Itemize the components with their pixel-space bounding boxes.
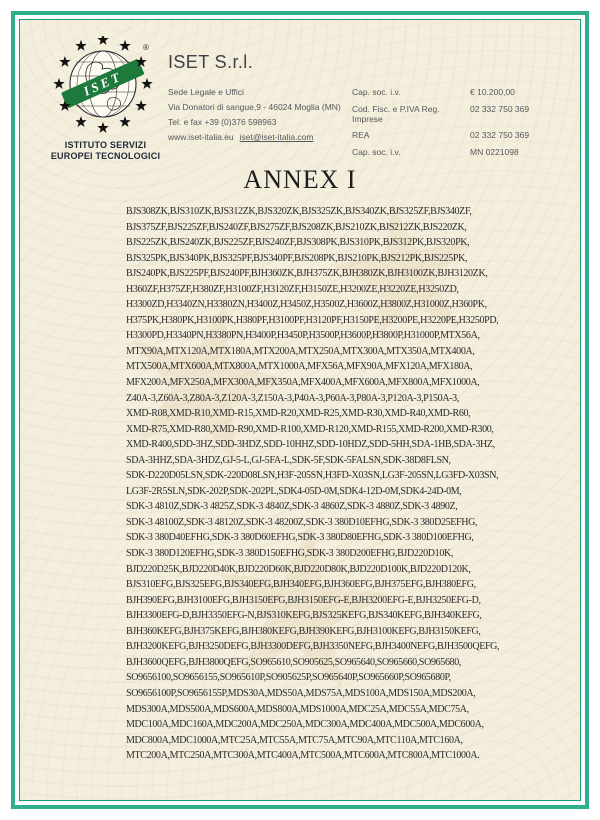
registry-value: 02 332 750 369 xyxy=(470,103,530,114)
company-registry-table xyxy=(352,87,562,163)
registered-trademark-icon: ® xyxy=(143,43,149,52)
address-line-web xyxy=(168,132,358,142)
model-list-line: SO9656100P,SO9656155P,MDS30A,MDS50A,MDS75A,MDS100A,MDS150A,MDS200A, xyxy=(126,687,476,699)
model-list-line: Z40A-3,Z60A-3,Z80A-3,Z120A-3,Z150A-3,P40A-3,P60A-3,P80A-3,P120A-3,P150A-3, xyxy=(126,392,459,404)
address-line-phone: Tel. e fax +39 (0)376 598963 xyxy=(168,117,277,127)
model-list-line: BJS325PK,BJS340PK,BJS325PF,BJS340PF,BJS208PK,BJS210PK,BJS212PK,BJS225PK, xyxy=(126,252,468,264)
model-list-line: BJH360KEFG,BJH375KEFG,BJH380KEFG,BJH390KEFG,BJH3100KEFG,BJH3150KEFG, xyxy=(126,625,481,637)
model-list-line: H3300ZD,H3340ZN,H3380ZN,H3400Z,H3450Z,H3500Z,H3600Z,H3800Z,H31000Z,H360PK, xyxy=(126,299,487,311)
website-text: www.iset-italia.eu xyxy=(168,132,234,142)
model-number-list xyxy=(126,204,526,764)
model-list-line: BJS225ZK,BJS240ZK,BJS225ZF,BJS240ZF,BJS308PK,BJS310PK,BJS312PK,BJS320PK, xyxy=(126,237,470,249)
model-list-line: BJS310EFG,BJS325EFG,BJS340EFG,BJH340EFG,BJH360EFG,BJH375EFG,BJH380EFG, xyxy=(126,579,476,591)
model-list-line: BJD220D25K,BJD220D40K,BJD220D60K,BJD220D80K,BJD220D100K,BJD220D120K, xyxy=(126,563,471,575)
model-list-line: LG3F-2R5SLN,SDK-202P,SDK-202PL,SDK4-05D-0M,SDK4-12D-0M,SDK4-24D-0M, xyxy=(126,485,462,497)
iset-logo xyxy=(50,36,160,140)
model-list-line: MDS300A,MDS500A,MDS600A,MDS800A,MDS1000A,MDC25A,MDC55A,MDC75A, xyxy=(126,703,469,715)
model-list-line: SO9656100,SO9656155,SO965610P,SO905625P,SO965640P,SO965660P,SO965680P, xyxy=(126,672,451,684)
registry-row xyxy=(352,130,562,140)
model-list-line: H3300PD,H3340PN,H3380PN,H3400P,H3450P,H3500P,H3600P,H3800P,H31000P,MTX56A, xyxy=(126,330,480,342)
model-list-line: SDK-3 48100Z,SDK-3 48120Z,SDK-3 48200Z,SDK-3 380D10EFHG,SDK-3 380D25EFHG, xyxy=(126,516,478,528)
model-list-line: MTX500A,MTX600A,MTX800A,MTX1000A,MFX56A,MFX90A,MFX120A,MFX180A, xyxy=(126,361,473,373)
model-list-line: BJS240PK,BJS225PF,BJS240PF,BJH360ZK,BJH375ZK,BJH380ZK,BJH3100ZK,BJH3120ZK, xyxy=(126,268,488,280)
registry-value: MN 0221098 xyxy=(470,146,519,157)
model-list-line: MFX200A,MFX250A,MFX300A,MFX350A,MFX400A,MFX600A,MFX800A,MFX1000A, xyxy=(126,377,480,389)
model-list-line: SDK-3 380D120EFHG,SDK-3 380D150EFHG,SDK-3 380D200EFHG,BJD220D10K, xyxy=(126,548,453,560)
registry-label: Cap. soc. i.v. xyxy=(352,87,401,97)
page-title: ANNEX I xyxy=(243,165,357,194)
registry-label: Cod. Fisc. e P.IVA Reg. Imprese xyxy=(352,103,440,124)
model-list-line: MTX90A,MTX120A,MTX180A,MTX200A,MTX250A,MTX300A,MTX350A,MTX400A, xyxy=(126,345,475,357)
model-list-line: SDA-3HHZ,SDA-3HDZ,GJ-5-L,GJ-5FA-L,SDK-5F,SDK-5FALSN,SDK-38D8FLSN, xyxy=(126,454,451,466)
email-link: iset@iset-italia.com xyxy=(239,132,314,142)
registry-row xyxy=(352,147,562,157)
registry-value: 02 332 750 369 xyxy=(470,130,530,140)
model-list-line: MDC800A,MDC1000A,MTC25A,MTC55A,MTC75A,MTC90A,MTC110A,MTC160A, xyxy=(126,734,463,746)
model-list-line: XMD-R400,SDD-3HZ,SDD-3HDZ,SDD-10HHZ,SDD-10HDZ,SDD-5HH,SDA-1HB,SDA-3HZ, xyxy=(126,439,495,451)
registry-value: € 10.200,00 xyxy=(470,87,515,97)
company-name: ISET S.r.l. xyxy=(168,52,254,72)
model-list-line: BJH3600QEFG,BJH3800QEFG,SO965610,SO905625,SO965640,SO965660,SO965680, xyxy=(126,656,462,668)
model-list-line: H375PK,H380PK,H3100PK,H380PF,H3100PF,H3120PF,H3150PE,H3200PE,H3220PE,H3250PD, xyxy=(126,314,499,326)
globe-stars-logo-graphic xyxy=(50,36,160,140)
registry-row xyxy=(352,104,562,124)
model-list-line: MDC100A,MDC160A,MDC200A,MDC250A,MDC300A,MDC400A,MDC500A,MDC600A, xyxy=(126,719,484,731)
model-list-line: BJH3200KEFG,BJH3250DEFG,BJH3300DEFG,BJH3350NEFG,BJH3400NEFG,BJH3500QEFG, xyxy=(126,641,500,653)
logo-banner-text: ISET xyxy=(81,68,125,99)
model-list-line: BJS308ZK,BJS310ZK,BJS312ZK,BJS320ZK,BJS325ZK,BJS340ZK,BJS325ZF,BJS340ZF, xyxy=(126,206,472,217)
address-line-street: Via Donatori di sangue,9 - 46024 Moglia (MN) xyxy=(168,102,341,112)
model-list-line: H360ZF,H375ZF,H380ZF,H3100ZF,H3120ZF,H3150ZE,H3200ZE,H3220ZE,H3250ZD, xyxy=(126,283,459,295)
organization-name: ISTITUTO SERVIZI EUROPEI TECNOLOGICI xyxy=(50,140,161,161)
model-list-line: BJH3300EFG-D,BJH3350EFG-N,BJS310KEFG,BJS325KEFG,BJS340KEFG,BJH340KEFG, xyxy=(126,610,482,622)
model-list-line: BJS375ZF,BJS225ZF,BJS240ZF,BJS275ZF,BJS208ZK,BJS210ZK,BJS212ZK,BJS220ZK, xyxy=(126,221,467,233)
model-list-line: BJH390EFG,BJH3100EFG,BJH3150EFG,BJH3150EFG-E,BJH3200EFG-E,BJH3250EFG-D, xyxy=(126,594,481,606)
registry-label: Cap. soc. i.v. xyxy=(352,146,401,157)
model-list-line: XMD-R75,XMD-R80,XMD-R90,XMD-R100,XMD-R120,XMD-R155,XMD-R200,XMD-R300, xyxy=(126,423,494,435)
model-list-line: SDK-3 380D40EFHG,SDK-3 380D60EFHG,SDK-3 380D80EFHG,SDK-3 380D100EFHG, xyxy=(126,532,474,544)
model-list-line: SDK-D220D05LSN,SDK-220D08LSN,H3F-205SN,H3FD-X03SN,LG3F-205SN,LG3FD-X03SN, xyxy=(126,470,499,482)
model-list-line: XMD-R08,XMD-R10,XMD-R15,XMD-R20,XMD-R25,XMD-R30,XMD-R40,XMD-R60, xyxy=(126,408,471,420)
registry-label: REA xyxy=(352,130,370,140)
registry-row xyxy=(352,87,562,97)
address-line-offices: Sede Legale e Uffici xyxy=(168,87,244,97)
model-list-line: MTC200A,MTC250A,MTC300A,MTC400A,MTC500A,MTC600A,MTC800A,MTC1000A. xyxy=(126,750,480,762)
model-list-line: SDK-3 4810Z,SDK-3 4825Z,SDK-3 4840Z,SDK-3 4860Z,SDK-3 4880Z,SDK-3 4890Z, xyxy=(126,501,458,513)
